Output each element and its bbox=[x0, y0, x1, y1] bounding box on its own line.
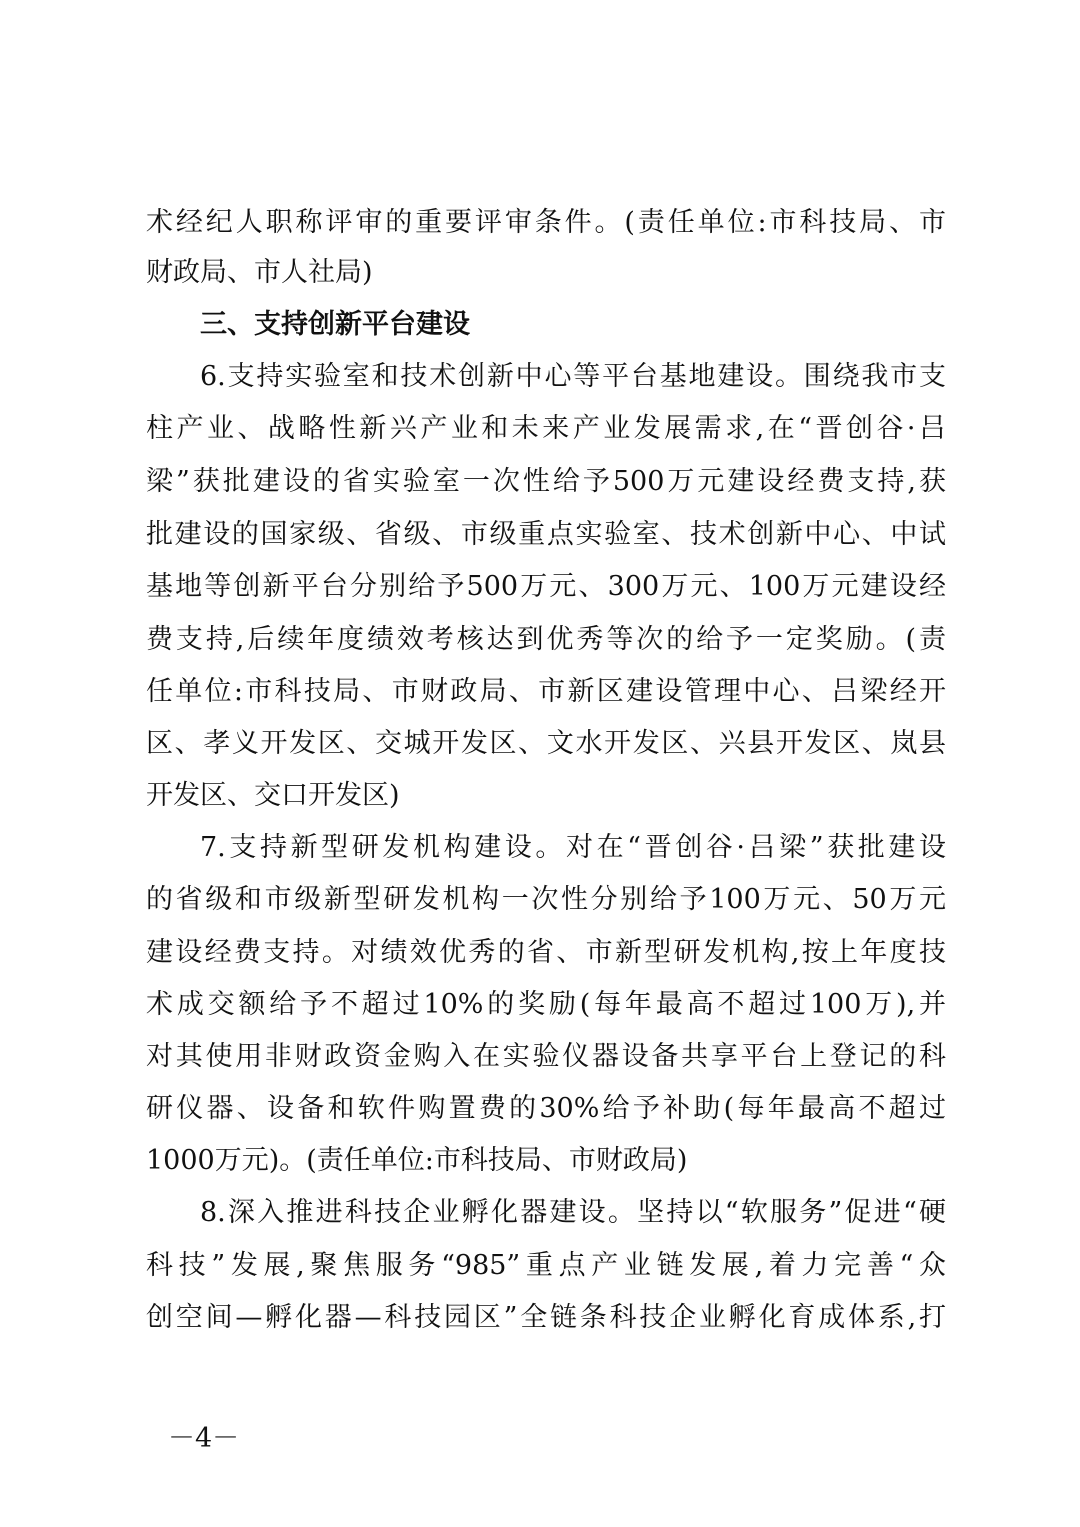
text-line-22: 创空间—孵化器—科技园区”全链条科技企业孵化育成体系,打 bbox=[146, 1302, 946, 1333]
text-line-18: 研仪器、设备和软件购置费的30%给予补助(每年最高不超过 bbox=[146, 1093, 946, 1124]
text-line-9: 费支持,后续年度绩效考核达到优秀等次的给予一定奖励。(责 bbox=[146, 624, 946, 655]
text-line-16: 术成交额给予不超过10%的奖励(每年最高不超过100万),并 bbox=[146, 989, 946, 1020]
text-line-8: 基地等创新平台分别给予500万元、300万元、100万元建设经 bbox=[146, 571, 946, 602]
page-number: －4－ bbox=[168, 1423, 240, 1454]
text-line-13: 7.支持新型研发机构建设。对在“晋创谷·吕梁”获批建设 bbox=[200, 832, 946, 863]
section-heading: 三、支持创新平台建设 bbox=[200, 309, 470, 340]
text-line-20: 8.深入推进科技企业孵化器建设。坚持以“软服务”促进“硬 bbox=[200, 1197, 946, 1228]
text-line-15: 建设经费支持。对绩效优秀的省、市新型研发机构,按上年度技 bbox=[146, 937, 946, 968]
text-line-7: 批建设的国家级、省级、市级重点实验室、技术创新中心、中试 bbox=[146, 519, 946, 550]
text-line-10: 任单位:市科技局、市财政局、市新区建设管理中心、吕梁经开 bbox=[146, 676, 946, 707]
text-line-11: 区、孝义开发区、交城开发区、文水开发区、兴县开发区、岚县 bbox=[146, 728, 946, 759]
text-line-12: 开发区、交口开发区) bbox=[146, 780, 400, 811]
text-line-17: 对其使用非财政资金购入在实验仪器设备共享平台上登记的科 bbox=[146, 1041, 946, 1072]
text-line-2: 财政局、市人社局) bbox=[146, 257, 373, 288]
text-line-19: 1000万元)。(责任单位:市科技局、市财政局) bbox=[146, 1145, 688, 1176]
text-line-21: 科技”发展,聚焦服务“985”重点产业链发展,着力完善“众 bbox=[146, 1250, 946, 1281]
text-line-4: 6.支持实验室和技术创新中心等平台基地建设。围绕我市支 bbox=[200, 361, 946, 392]
text-line-6: 梁”获批建设的省实验室一次性给予500万元建设经费支持,获 bbox=[146, 466, 946, 497]
text-line-14: 的省级和市级新型研发机构一次性分别给予100万元、50万元 bbox=[146, 884, 946, 915]
text-line-1: 术经纪人职称评审的重要评审条件。(责任单位:市科技局、市 bbox=[146, 207, 946, 238]
text-line-5: 柱产业、战略性新兴产业和未来产业发展需求,在“晋创谷·吕 bbox=[146, 413, 946, 444]
